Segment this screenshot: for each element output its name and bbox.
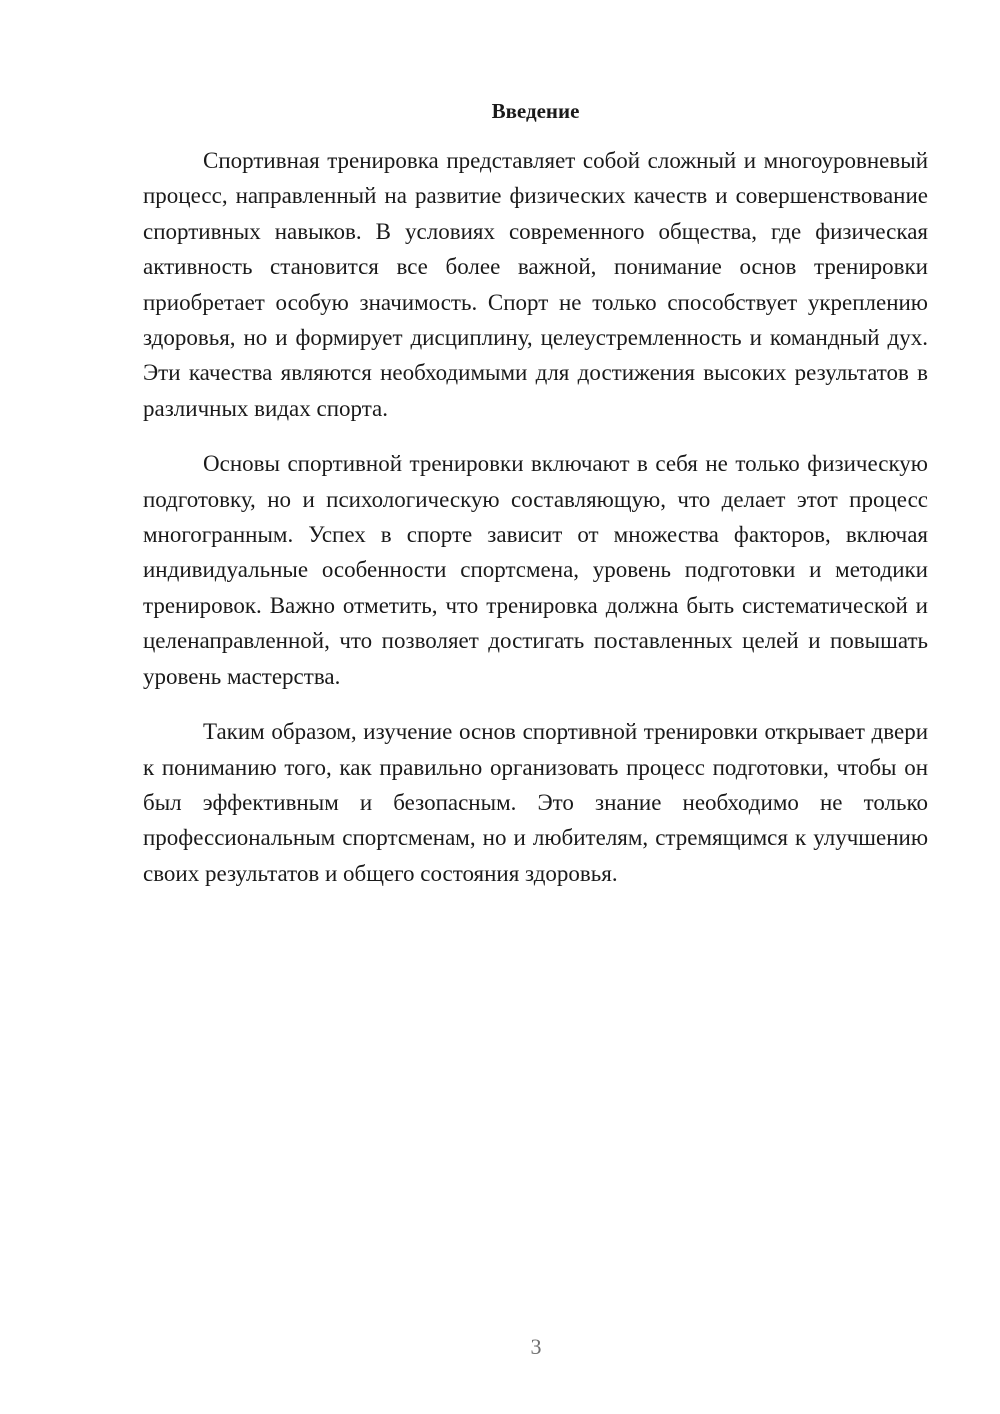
page-number: 3 bbox=[530, 1334, 542, 1359]
body-text bbox=[143, 143, 928, 911]
paragraph-3: Таким образом, изучение основ спортивной тренировки открывает двери к пониманию того, как правильно организовать процесс подготовки, чтобы он был эффективным и безопасным. Это знание необходимо не только профессиональным спортсменам, но и любителям, стремящимся к улучшению своих результатов и общего состояния здоровья. bbox=[143, 719, 928, 886]
section-title: Введение bbox=[491, 99, 580, 123]
paragraph-1: Спортивная тренировка представляет собой сложный и многоуровневый процесс, направленный на развитие физических качеств и совершенствование спортивных навыков. В условиях современного общества, где физическая активность становится все более важной, понимание основ тренировки приобретает особую значимость. Спорт не только способствует укреплению здоровья, но и формирует дисциплину, целеустремленность и командный дух. Эти качества являются необходимыми для достижения высоких результатов в различных видах спорта. bbox=[143, 148, 928, 421]
paragraph-2: Основы спортивной тренировки включают в себя не только физическую подготовку, но и психологическую составляющую, что делает этот процесс многогранным. Успех в спорте зависит от множества факторов, включая индивидуальные особенности спортсмена, уровень подготовки и методики тренировок. Важно отметить, что тренировка должна быть систематической и целенаправленной, что позволяет достигать поставленных целей и повышать уровень мастерства. bbox=[143, 451, 928, 689]
